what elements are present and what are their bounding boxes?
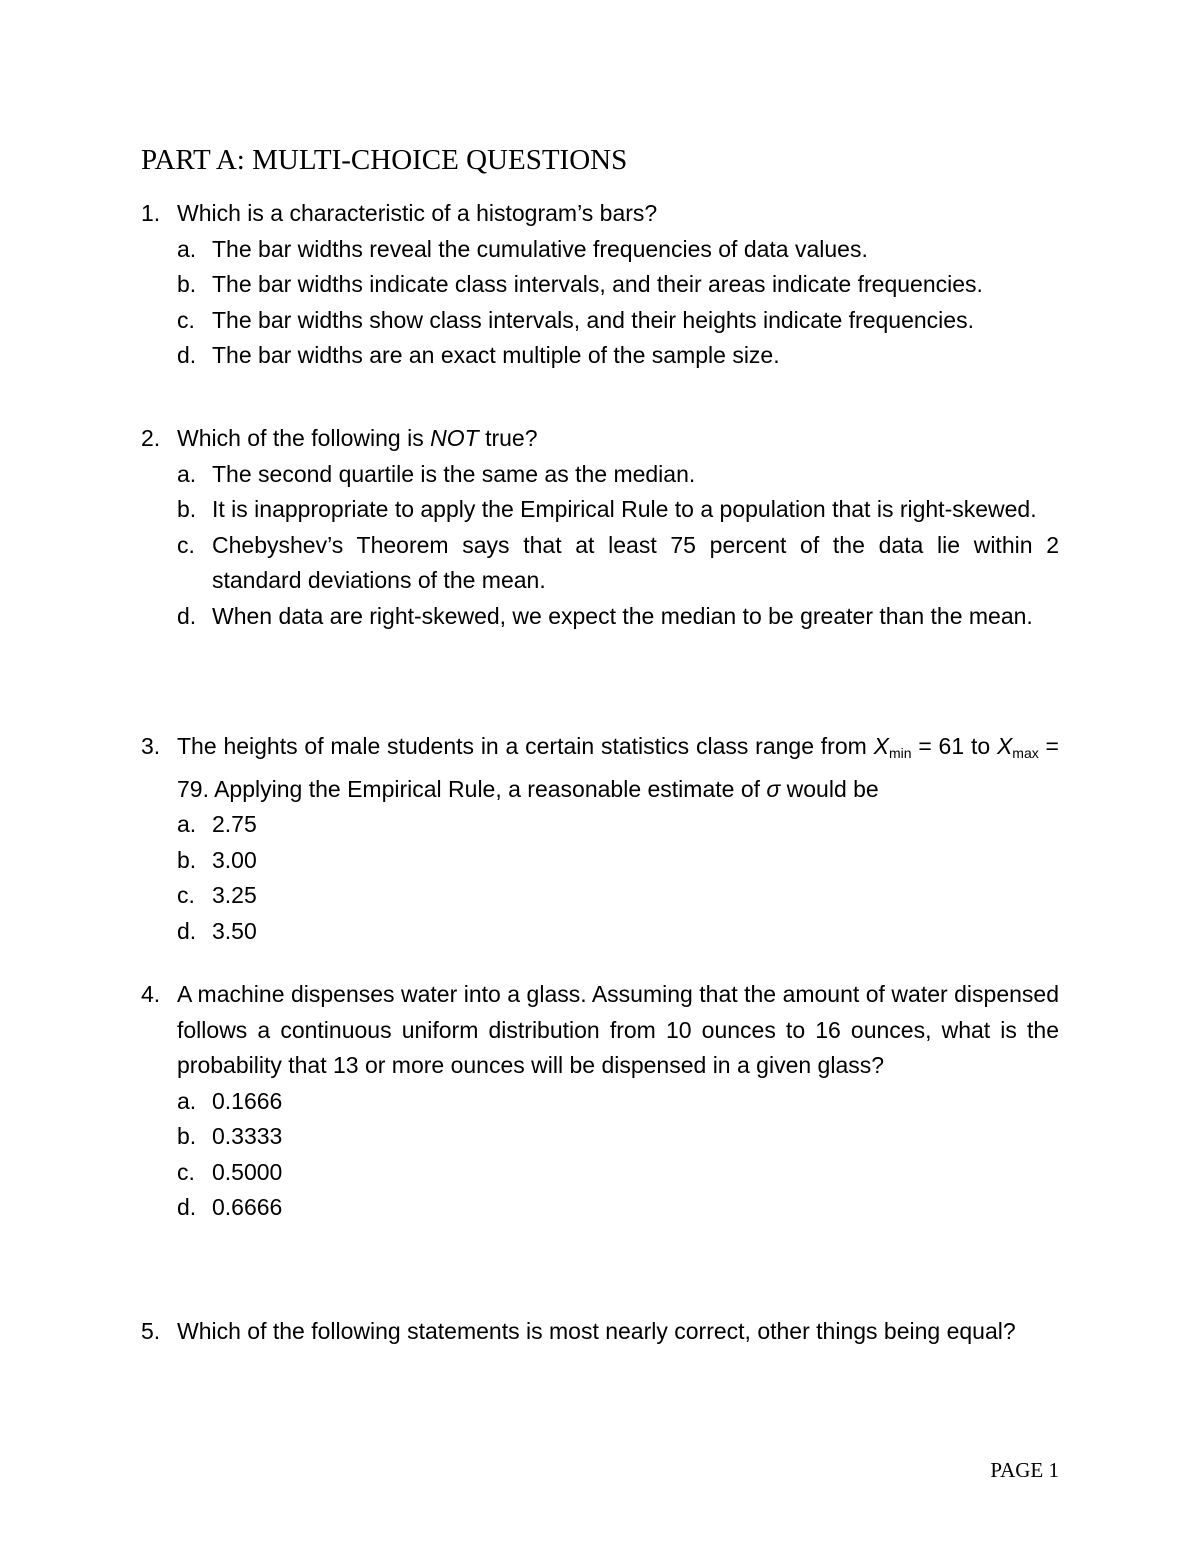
option-letter: d. (177, 1194, 197, 1220)
option-letter: a. (177, 811, 197, 837)
option-list (141, 807, 1059, 949)
option-d (141, 338, 1059, 374)
option-letter: c. (177, 1158, 195, 1185)
question-stem (141, 977, 1059, 1084)
option-text: 0.5000 (212, 1158, 283, 1185)
option-b (141, 1119, 1059, 1155)
option-text: 0.3333 (212, 1123, 283, 1149)
option-c (141, 1155, 1059, 1191)
question-stem (141, 729, 1059, 807)
variable-x: X (873, 733, 889, 759)
question-text-part3: = 79. Applying the Empirical Rule, a reasonable estimate of (177, 733, 1059, 802)
section-heading: PART A: MULTI-CHOICE QUESTIONS (141, 144, 628, 176)
question-text: Which of the following statements is most nearly correct, other things being equal? (177, 1318, 1016, 1344)
option-list (141, 232, 1059, 374)
option-letter: b. (177, 846, 197, 873)
variable-x: X (996, 733, 1013, 759)
question-number: 5. (141, 1318, 161, 1344)
option-list (141, 1084, 1059, 1226)
question-text-after: true? (478, 425, 538, 451)
option-text: The bar widths indicate class intervals, and their areas indicate frequencies. (212, 271, 983, 297)
question-text: A machine dispenses water into a glass. Assuming that the amount of water dispensed follows a continuous uniform distribution from 10 ounces to 16 ounces, what is the probability that 13 or more ounces will be dispensed in a given glass? (177, 981, 1059, 1078)
option-a (141, 1084, 1059, 1120)
option-b (141, 843, 1059, 879)
option-text: When data are right-skewed, we expect the median to be greater than the mean. (212, 602, 1033, 629)
option-text: 0.1666 (212, 1087, 283, 1114)
question-1 (141, 196, 1059, 374)
option-d (141, 914, 1059, 950)
option-letter: d. (177, 602, 197, 629)
question-4 (141, 977, 1059, 1226)
question-number: 4. (141, 981, 161, 1007)
question-3 (141, 729, 1059, 949)
option-c (141, 528, 1059, 599)
question-5 (141, 1314, 1059, 1350)
option-text: The bar widths are an exact multiple of the sample size. (212, 342, 780, 368)
option-a (141, 232, 1059, 268)
question-text-part1: The heights of male students in a certain statistics class range from (177, 733, 874, 759)
question-text-before: Which of the following is (177, 425, 431, 451)
option-letter: b. (177, 496, 197, 522)
option-letter: a. (177, 1087, 197, 1114)
question-stem (141, 421, 1059, 457)
option-letter: d. (177, 917, 197, 944)
option-letter: a. (177, 460, 197, 487)
option-letter: b. (177, 1123, 197, 1149)
option-text: 3.50 (212, 917, 257, 944)
option-text: 3.00 (212, 846, 257, 873)
option-text: The bar widths show class intervals, and their heights indicate frequencies. (212, 306, 974, 333)
question-text-part4: would be (780, 775, 879, 802)
page-number: PAGE 1 (990, 1458, 1059, 1482)
option-letter: d. (177, 342, 197, 368)
option-a (141, 807, 1059, 843)
option-c (141, 878, 1059, 914)
option-letter: c. (177, 306, 195, 333)
option-letter: c. (177, 882, 195, 908)
question-stem (141, 1314, 1059, 1350)
subscript-min: min (888, 745, 912, 761)
option-text: The second quartile is the same as the median. (212, 460, 696, 487)
question-text-emphasis: NOT (430, 425, 479, 451)
option-text: 3.25 (212, 882, 257, 908)
option-b (141, 267, 1059, 303)
question-text: Which is a characteristic of a histogram’s bars? (177, 200, 658, 226)
option-text: The bar widths reveal the cumulative frequencies of data values. (212, 235, 868, 262)
option-c (141, 303, 1059, 339)
option-text: Chebyshev’s Theorem says that at least 75 percent of the data lie within 2 standard deviations of the mean. (212, 531, 1059, 593)
subscript-max: max (1012, 745, 1039, 761)
sigma-symbol: σ (766, 775, 781, 802)
question-number: 3. (141, 733, 161, 759)
option-text: 2.75 (212, 811, 257, 837)
option-d (141, 1190, 1059, 1226)
question-stem (141, 196, 1059, 232)
question-2 (141, 421, 1059, 634)
option-letter: b. (177, 271, 197, 297)
question-text-part2: = 61 to (911, 733, 997, 759)
question-number: 1. (141, 200, 161, 226)
option-letter: a. (177, 235, 197, 262)
option-a (141, 457, 1059, 493)
option-list (141, 457, 1059, 635)
option-b (141, 492, 1059, 528)
option-text: It is inappropriate to apply the Empirical Rule to a population that is right-skewed. (212, 496, 1037, 522)
option-text: 0.6666 (212, 1194, 283, 1220)
option-letter: c. (177, 531, 195, 558)
question-number: 2. (141, 425, 161, 451)
option-d (141, 599, 1059, 635)
